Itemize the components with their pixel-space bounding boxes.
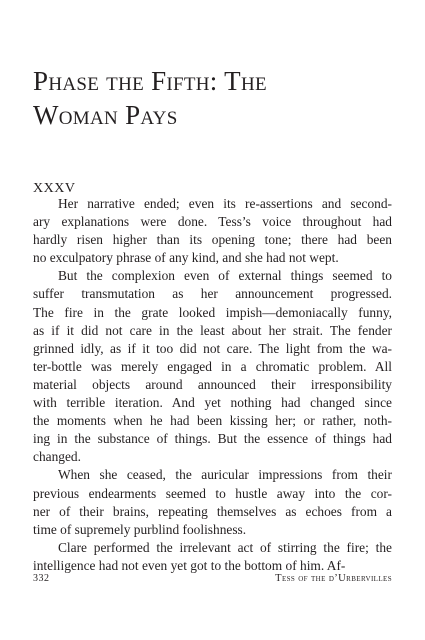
text-line: Clare performed the irrelevant act of stirring the fire; the	[58, 539, 392, 555]
paragraph	[33, 195, 392, 267]
text-line: ing in the substance of things. But the essence of things had	[33, 431, 392, 447]
text-line: material objects around announced their irresponsibility	[33, 376, 392, 392]
text-line: intelligence had not even yet got to the bottom of him. Af-	[33, 557, 346, 573]
chapter-number: XXXV	[33, 181, 76, 196]
text-line: previous endearments seemed to hustle away into the cor-	[33, 485, 392, 501]
text-line: grinned idly, as if it too did not care. The light from the wa-	[33, 340, 392, 356]
text-line: But the complexion even of external things seemed to	[58, 268, 392, 284]
text-line: as if it did not care in the least about her strait. The fender	[33, 322, 392, 338]
page-number: 332	[33, 573, 50, 584]
text-line: The fire in the grate looked impish—demoniacally funny,	[33, 304, 392, 320]
text-line: When she ceased, the auricular impressions from their	[58, 467, 392, 483]
chapter-body	[33, 195, 392, 575]
text-line: suffer transmutation as her announcement progressed.	[33, 286, 392, 302]
part-title-line-1: Phase the Fifth: The	[33, 66, 267, 96]
text-line: hardly risen higher than its opening tone; there had been	[33, 232, 392, 248]
text-line: ner of their brains, repeating themselves as echoes from a	[33, 503, 392, 519]
page-footer	[33, 572, 392, 586]
text-line: with terrible iteration. And yet nothing had changed since	[33, 395, 392, 411]
part-title-line-2: Woman Pays	[33, 100, 178, 130]
paragraph	[33, 466, 392, 538]
text-line: ter-bottle was merely engaged in a chromatic problem. All	[33, 358, 392, 374]
paragraph	[33, 267, 392, 466]
running-title: Tess of the d’Urbervilles	[275, 573, 392, 584]
paragraph	[33, 539, 392, 575]
part-title	[33, 64, 393, 132]
text-line: the moments when he had been kissing her; or rather, noth-	[33, 413, 392, 429]
text-line: Her narrative ended; even its re-assertions and second-	[58, 196, 392, 211]
text-line: time of supremely purblind foolishness.	[33, 521, 247, 537]
text-line: no exculpatory phrase of any kind, and she had not wept.	[33, 250, 339, 266]
text-line: changed.	[33, 449, 81, 465]
text-line: ary explanations were done. Tess’s voice throughout had	[33, 214, 392, 230]
